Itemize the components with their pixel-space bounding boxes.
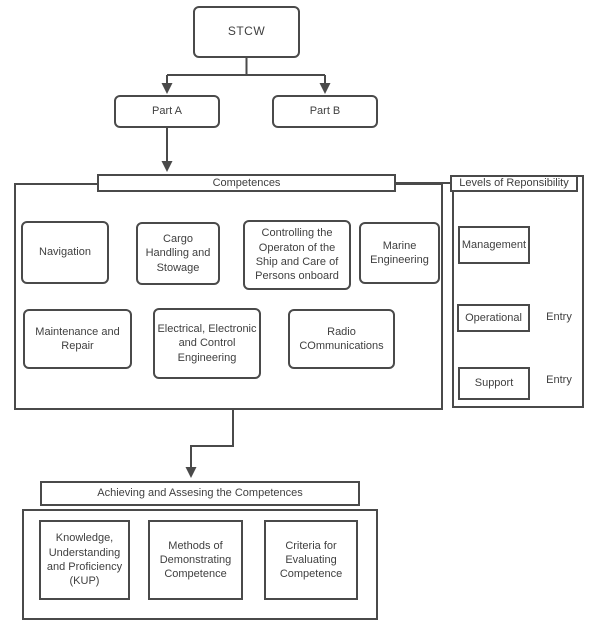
marine-engineering-node: Marine Engineering [359,222,440,284]
competences-header-bar: Competences [97,174,396,192]
part-a-node: Part A [114,95,220,128]
maintenance-repair-node: Maintenance and Repair [23,309,132,369]
controlling-operation-node: Controlling the Operaton of the Ship and Care of Persons onboard [243,220,351,290]
part-b-node: Part B [272,95,378,128]
kup-node: Knowledge, Understanding and Proficiency (KUP) [39,520,130,600]
methods-demonstrating-node: Methods of Demonstrating Competence [148,520,243,600]
entry-support-label: Entry [546,374,572,386]
arrowhead-achieving [186,467,197,478]
levels-header-bar: Levels of Reponsibility [450,175,578,192]
arrowhead-competences [162,161,173,172]
electrical-engineering-node: Electrical, Electronic and Control Engineering [153,308,261,379]
operational-node: Operational [457,304,530,332]
arrowhead-part-a [162,83,173,94]
arrowhead-part-b [320,83,331,94]
stcw-node: STCW [193,6,300,58]
criteria-evaluating-node: Criteria for Evaluating Competence [264,520,358,600]
connector-elbow-achieving [191,410,233,468]
radio-communications-node: Radio COmmunications [288,309,395,369]
cargo-handling-node: Cargo Handling and Stowage [136,222,220,285]
achieving-header-bar: Achieving and Assesing the Competences [40,481,360,506]
entry-operational-label: Entry [546,311,572,323]
navigation-node: Navigation [21,221,109,284]
support-node: Support [458,367,530,400]
management-node: Management [458,226,530,264]
